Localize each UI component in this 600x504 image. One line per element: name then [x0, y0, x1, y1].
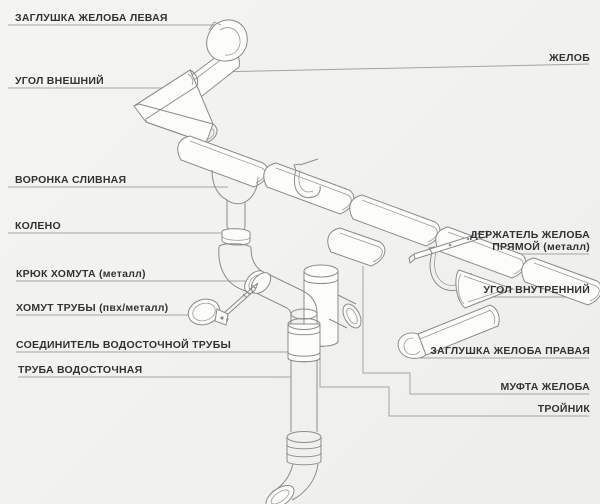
- gutter-run-section-2: [264, 163, 354, 214]
- leader-gutter: [215, 64, 589, 72]
- pipe-clamp-part: [185, 295, 228, 329]
- gutter-run-section-1: [178, 136, 268, 187]
- label-clamp-hook: КРЮК ХОМУТА (металл): [16, 268, 146, 280]
- label-gutter-bracket: [470, 229, 590, 253]
- downpipe-connector-part: [288, 319, 320, 362]
- label-gutter-end-cap-right: ЗАГЛУШКА ЖЕЛОБА ПРАВАЯ: [430, 345, 590, 357]
- label-drain-funnel: ВОРОНКА СЛИВНАЯ: [15, 174, 127, 186]
- label-gutter: ЖЕЛОБ: [549, 52, 590, 64]
- gutter-coupling-part: [328, 228, 385, 266]
- label-pipe-clamp: ХОМУТ ТРУБЫ (пвх/металл): [16, 302, 169, 314]
- label-downpipe: ТРУБА ВОДОСТОЧНАЯ: [18, 364, 143, 376]
- label-gutter-bracket-line2: ПРЯМОЙ (металл): [492, 241, 590, 253]
- label-inner-corner: УГОЛ ВНУТРЕННИЙ: [483, 284, 590, 296]
- label-gutter-end-cap-left: ЗАГЛУШКА ЖЕЛОБА ЛЕВАЯ: [15, 12, 168, 24]
- gutter-run-section-5: [522, 258, 600, 305]
- label-gutter-bracket-line1: ДЕРЖАТЕЛЬ ЖЕЛОБА: [470, 229, 590, 241]
- label-tee: ТРОЙНИК: [537, 403, 590, 415]
- gutter-end-cap-left-part: [207, 20, 248, 61]
- label-gutter-coupling: МУФТА ЖЕЛОБА: [500, 381, 590, 393]
- outlet-elbow-part: [262, 464, 318, 504]
- label-downpipe-connector: СОЕДИНИТЕЛЬ ВОДОСТОЧНОЙ ТРУБЫ: [16, 339, 232, 351]
- label-outer-corner: УГОЛ ВНЕШНИЙ: [15, 75, 104, 87]
- label-elbow: КОЛЕНО: [15, 220, 61, 232]
